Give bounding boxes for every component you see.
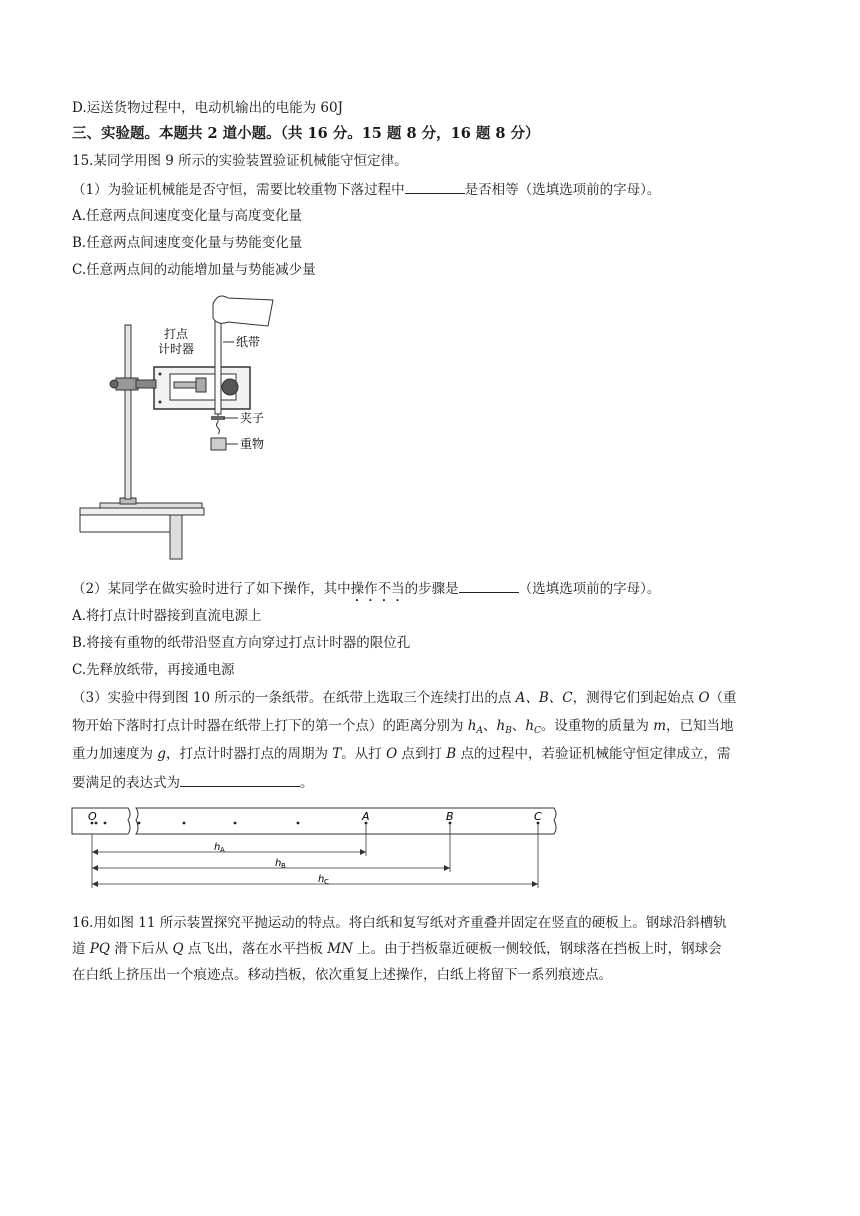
label-hc: h xyxy=(318,874,325,885)
text: 物开始下落时打点计时器在纸带上打下的第一个点）的距离分别为 xyxy=(72,718,468,734)
label-hc-sub: C xyxy=(324,878,329,886)
option-c: C.先释放纸带，再接通电源 xyxy=(72,662,235,678)
label-weight: 重物 xyxy=(240,437,265,451)
question-16-line1: 16.用如图 11 所示装置探究平抛运动的特点。将白纸和复写纸对齐重叠并固定在竖直的硬板上。钢球沿斜槽轨 xyxy=(72,915,727,931)
subscript: C xyxy=(534,726,541,736)
text: ，测得它们到起始点 xyxy=(572,690,699,706)
label-timer: 打点 xyxy=(164,327,189,341)
text: （2）某同学在做实验时进行了如下操作，其中 xyxy=(72,581,351,597)
text: 点到打 xyxy=(397,746,447,762)
text: 。从打 xyxy=(341,746,387,762)
text: （选填选项前的字母）。 xyxy=(518,581,661,597)
answer-blank xyxy=(180,772,300,787)
separator: 、 xyxy=(483,718,497,734)
text: （重 xyxy=(709,690,737,706)
separator: 、 xyxy=(511,718,526,734)
text: ，已知当地 xyxy=(666,718,734,734)
question-15-part1 xyxy=(72,179,660,200)
board-label: MN xyxy=(327,941,353,957)
label-hb: h xyxy=(275,858,282,869)
emphasis-text: 操作不当 xyxy=(350,581,405,597)
label-c: C xyxy=(534,810,542,823)
text: 上。由于挡板靠近硬板一侧较低，钢球落在挡板上时，钢球会 xyxy=(352,941,722,957)
label-hb-sub: B xyxy=(281,862,286,870)
text: （1）为验证机械能是否守恒，需要比较重物下落过程中 xyxy=(72,182,405,198)
subscript: B xyxy=(505,726,512,736)
question-15-part2 xyxy=(72,578,660,605)
question-15-part3-line1 xyxy=(72,688,737,708)
text: 重力加速度为 xyxy=(72,746,158,762)
mass-symbol: m xyxy=(653,718,667,734)
question-16-line3: 在白纸上挤压出一个痕迹点。移动挡板，依次重复上述操作，白纸上将留下一系列痕迹点。 xyxy=(72,967,612,983)
track-label: PQ xyxy=(89,941,110,957)
text: （3）实验中得到图 10 所示的一条纸带。在纸带上选取三个连续打出的点 xyxy=(72,690,516,706)
question-15: 15.某同学用图 9 所示的实验装置验证机械能守恒定律。 xyxy=(72,153,408,169)
option-b: B.任意两点间速度变化量与势能变化量 xyxy=(72,235,303,251)
g-symbol: g xyxy=(157,746,166,762)
question-15-part3-line4 xyxy=(72,772,314,793)
t-symbol: T xyxy=(332,746,342,762)
text: 是否相等（选填选项前的字母）。 xyxy=(464,182,661,198)
text: 要满足的表达式为 xyxy=(72,775,180,791)
answer-blank xyxy=(405,179,465,194)
option-d: D.运送货物过程中，电动机输出的电能为 60J xyxy=(72,100,344,116)
label-b: B xyxy=(446,810,454,823)
text: 滑下后从 xyxy=(109,941,173,957)
label-a: A xyxy=(362,810,370,823)
option-a: A.任意两点间速度变化量与高度变化量 xyxy=(72,208,303,224)
question-15-part3-line3 xyxy=(72,744,730,764)
h-symbol: h xyxy=(496,718,506,734)
option-c: C.任意两点间的动能增加量与势能减少量 xyxy=(72,262,316,278)
text: 。设重物的质量为 xyxy=(540,718,654,734)
text: 点的过程中，若验证机械能守恒定律成立，需 xyxy=(456,746,731,762)
label-timer-2: 计时器 xyxy=(158,342,195,356)
text: 。 xyxy=(300,775,314,791)
subscript: A xyxy=(476,726,483,736)
option-a: A.将打点计时器接到直流电源上 xyxy=(72,608,262,624)
point-o: O xyxy=(698,690,710,706)
figure-9-apparatus xyxy=(78,292,288,564)
question-16-line2 xyxy=(72,939,722,959)
text: 点飞出，落在水平挡板 xyxy=(183,941,328,957)
label-tape: 纸带 xyxy=(236,335,261,349)
label-ha: h xyxy=(214,842,221,853)
label-ha-sub: A xyxy=(220,846,225,854)
text: 的步骤是 xyxy=(404,581,459,597)
text: 道 xyxy=(72,941,90,957)
figure-10-tape xyxy=(70,802,564,892)
h-symbol: h xyxy=(467,718,477,734)
point-b: B xyxy=(446,746,457,762)
point-q: Q xyxy=(172,941,184,957)
question-15-part3-line2 xyxy=(72,716,734,741)
h-symbol: h xyxy=(525,718,535,734)
section-heading: 三、实验题。本题共 2 道小题。（共 16 分。15 题 8 分，16 题 8 分） xyxy=(72,125,540,142)
option-b: B.将接有重物的纸带沿竖直方向穿过打点计时器的限位孔 xyxy=(72,635,411,651)
label-o: O xyxy=(88,810,97,823)
label-clip: 夹子 xyxy=(240,411,265,425)
points-label: A、B、C xyxy=(515,690,573,706)
point-o: O xyxy=(386,746,398,762)
text: ，打点计时器打点的周期为 xyxy=(165,746,333,762)
answer-blank xyxy=(459,578,519,593)
